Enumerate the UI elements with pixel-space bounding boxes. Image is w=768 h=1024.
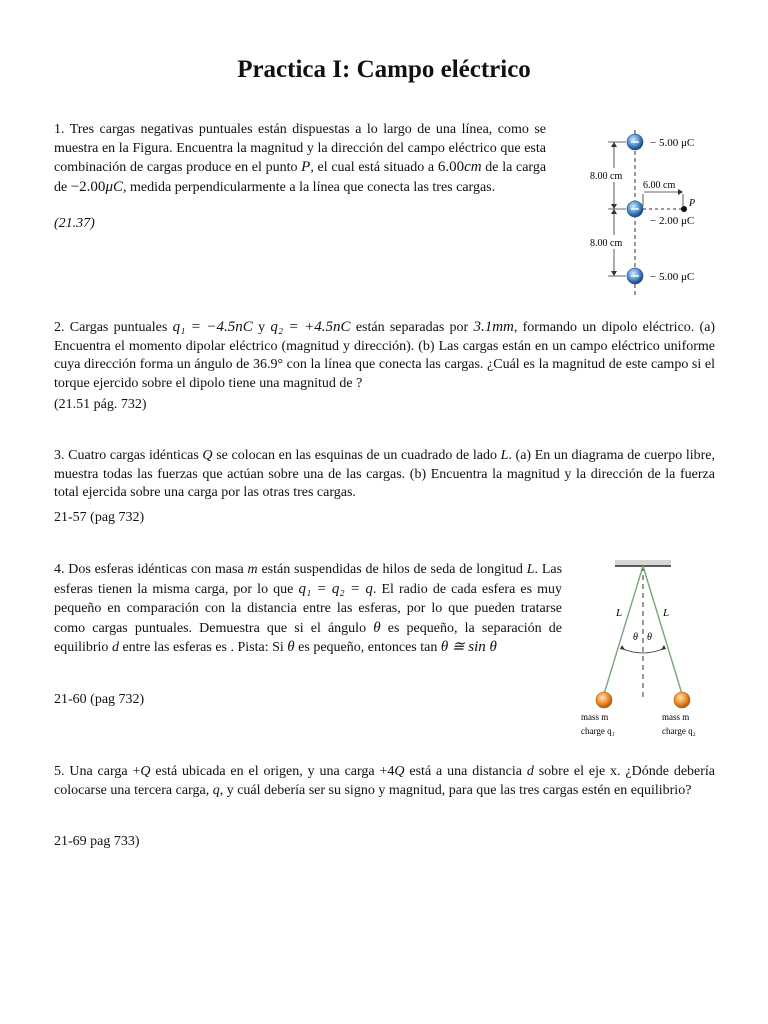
length-right-label: L bbox=[663, 607, 670, 619]
problem-1-text: 1. Tres cargas negativas puntuales están dispuestas a lo largo de una línea, como se muestra en la Figura. Encuentra la magnitud y la dirección del campo eléctrico que esta combinación de cargas produce en el punto P, el cual está situado a 6.00cm de la carga de −2.00μC, medida perpendicularmente a la línea que conecta las tres cargas. bbox=[54, 122, 547, 195]
charge-right-label: charge q₂ bbox=[662, 726, 696, 736]
length-left-label: L bbox=[616, 607, 623, 619]
problem-2-text: 2. Cargas puntuales q₁ = −4.5nC y q₂ = +4.5nC están separadas por 3.1mm, formando un dipolo eléctrico. (a) Encuentra el momento dipolar eléctrico (magnitud y dirección). (b) Las cargas están en un campo eléctrico uniforme cuya dirección forma un ángulo de 36.9° con la línea que conecta las cargas. ¿Cuál es la magnitud de este campo si el torque ejercido sobre el dipolo tiene una magnitud de ? bbox=[54, 319, 716, 391]
figure-three-charges bbox=[588, 128, 718, 298]
negative-charge-top bbox=[627, 134, 643, 150]
problem-3-reference: 21-57 (pag 732) bbox=[54, 510, 145, 525]
negative-charge-middle bbox=[627, 201, 643, 217]
figure-1-lower-distance: 8.00 cm bbox=[590, 238, 623, 249]
q1-equation: q₁ = −4.5nC bbox=[172, 319, 253, 335]
charge-unit: μC bbox=[105, 178, 123, 195]
mass-left-label: mass m bbox=[581, 712, 609, 722]
problem-4-reference: 21-60 (pag 732) bbox=[54, 692, 145, 707]
charge-left-label: charge q₁ bbox=[581, 726, 615, 736]
point-p-marker bbox=[681, 206, 687, 212]
small-angle-approximation: θ ≅ sin θ bbox=[440, 639, 497, 655]
charge-equality: q₁ = q₂ = q bbox=[298, 580, 373, 597]
problem-3-text: 3. Cuatro cargas idénticas Q se colocan en las esquinas de un cuadrado de lado L. (a) En un diagrama de cuerpo libre, muestra todas las fuerzas que actúan sobre una de las cargas. (b) Encuentra la magnitud y la dirección de la fuerza total ejercida sobre una carga por las otras tres cargas. bbox=[54, 448, 715, 500]
problem-2-reference: (21.51 pág. 732) bbox=[54, 397, 147, 412]
figure-hanging-spheres bbox=[578, 560, 728, 742]
figure-1-p-distance: 6.00 cm bbox=[643, 180, 676, 191]
sphere-right bbox=[674, 692, 690, 708]
thread-left bbox=[604, 566, 643, 694]
q2-equation: q₂ = +4.5nC bbox=[270, 319, 351, 335]
page-title: Practica I: Campo eléctrico bbox=[237, 56, 531, 83]
figure-1-middle-charge-label: − 2.00 μC bbox=[650, 215, 695, 227]
distance-value: 6.00 bbox=[437, 159, 465, 175]
point-p-symbol: P bbox=[301, 159, 311, 175]
ceiling-support bbox=[615, 560, 671, 565]
problem-5-text: 5. Una carga +Q está ubicada en el origen, y una carga +4Q está a una distancia d sobre el eje x. ¿Dónde debería colocarse una tercera carga, q, y cuál debería ser su signo y magnitud, para que las tres cargas estén en equilibrio? bbox=[54, 764, 716, 798]
figure-1-bottom-charge-label: − 5.00 μC bbox=[650, 271, 695, 283]
problem-4-text: 4. Dos esferas idénticas con masa m están suspendidas de hilos de seda de longitud L. Las esferas tienen la misma carga, por lo que q₁ = q₂ = q. El radio de cada esfera es muy pequeño en comparación con la distancia entre las esferas, por lo que pueden tratarse como cargas puntuales. Demuestra que si el ángulo θ es pequeño, la separación de equilibrio d entre las esferas es . Pista: Si θ es pequeño, entonces tan θ ≅ sin θ bbox=[54, 562, 563, 655]
figure-1-top-charge-label: − 5.00 μC bbox=[650, 137, 695, 149]
separation-value: 3.1mm bbox=[473, 319, 514, 335]
problem-1-reference: (21.37) bbox=[54, 216, 95, 231]
mass-right-label: mass m bbox=[662, 712, 690, 722]
charge-value: −2.00 bbox=[70, 178, 106, 195]
distance-unit: cm bbox=[464, 159, 482, 175]
problem-5-reference: 21-69 pag 733) bbox=[54, 834, 140, 849]
figure-1-upper-distance: 8.00 cm bbox=[590, 171, 623, 182]
figure-1-point-label: P bbox=[689, 198, 696, 209]
negative-charge-bottom bbox=[627, 268, 643, 284]
angle-left-label: θ bbox=[633, 632, 638, 643]
thread-right bbox=[643, 566, 682, 694]
sphere-left bbox=[596, 692, 612, 708]
angle-right-label: θ bbox=[647, 632, 652, 643]
